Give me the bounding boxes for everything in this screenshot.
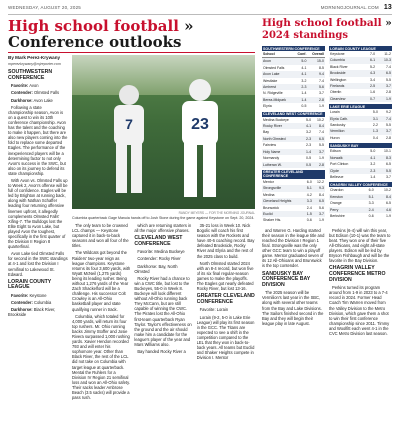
league-header: LORAIN COUNTY LEAGUE bbox=[329, 46, 392, 51]
team-name: Clyde bbox=[329, 168, 364, 174]
record: 5-6 bbox=[307, 84, 325, 90]
record: 9-2 bbox=[385, 110, 391, 115]
record: 8-3 bbox=[376, 155, 392, 161]
record: 2-8 bbox=[307, 97, 325, 103]
team-name: Brunswick bbox=[263, 205, 279, 210]
record: 3-7 bbox=[313, 211, 325, 217]
team-name: Orange bbox=[330, 201, 342, 206]
standings-article bbox=[262, 228, 392, 338]
record: 0-5 bbox=[301, 104, 307, 109]
record: 5-0 bbox=[306, 117, 312, 122]
record: Conf. bbox=[294, 51, 308, 58]
subhead-lcl: LORAIN COUNTY LEAGUE bbox=[8, 278, 52, 291]
record: 1-9 bbox=[318, 104, 324, 109]
record: 2-5 bbox=[364, 83, 376, 89]
subhead-cwc: CLEVELAND WEST CONFERENCE bbox=[134, 235, 183, 247]
standings-row bbox=[262, 51, 325, 58]
svg-text:7: 7 bbox=[125, 116, 133, 132]
record: 10-2 bbox=[383, 188, 391, 193]
team-name: Avon bbox=[262, 58, 294, 65]
caption-text: Columbia quarterback Gage Manuia hands off to Josh Stone during the game against Keystone on Sept. 20, 2024. bbox=[72, 215, 255, 220]
record: 4-1 bbox=[294, 71, 308, 77]
record: 6-0 bbox=[306, 179, 312, 184]
article-lower-columns bbox=[72, 223, 255, 402]
record: 1-9 bbox=[385, 213, 391, 218]
record: 7-4 bbox=[379, 116, 392, 122]
record: 10-1 bbox=[383, 149, 391, 154]
record: 5-5 bbox=[376, 168, 392, 174]
record: 1-9 bbox=[318, 218, 324, 223]
standings-table bbox=[262, 51, 325, 110]
record: 6-5 bbox=[385, 162, 391, 167]
team-name: Kenston bbox=[329, 194, 361, 200]
team-name: Keystone bbox=[330, 52, 345, 56]
team-name: Lorain bbox=[330, 110, 340, 115]
conference-outlooks-article bbox=[8, 16, 255, 401]
standings-row bbox=[329, 96, 392, 102]
record: 4-1 bbox=[301, 65, 307, 70]
record: 7-0 bbox=[370, 52, 376, 56]
record: 3-2 bbox=[301, 78, 307, 83]
record: 2-3 bbox=[294, 84, 308, 90]
record: 10-3 bbox=[376, 57, 392, 63]
team-name: Normandy bbox=[263, 156, 280, 161]
standings-column-right bbox=[329, 44, 392, 224]
team-name: Huron bbox=[330, 135, 340, 140]
right-text-column-2: Perkins (6-4) will win this year, but Edison (10-1) was the team to beat. They won one of their five All-Ohioans, and eight all-state players. Edison will be led by Bryson Fishbaugh and will be the favorite in the Bay Division. CHAGRIN VALLEY CONFERENCE METRO DIVISION Perkins turned its program around from 1-9 in 2023 to a 7-4 record in 2024. Former Head Coach Tim Warren moved from the Valley Division to the Metro Division, which gave them a shot to win their first conference championship since 2011. Timmy and Woolfitt each went 4-1 in the CVC Metro Division last season. bbox=[329, 227, 391, 337]
record: 11-2 bbox=[384, 52, 391, 56]
record: 1-4 bbox=[294, 97, 308, 103]
record: 1-3 bbox=[366, 128, 379, 134]
subhead-cvc: CHAGRIN VALLEY CONFERENCE METRO DIVISION bbox=[329, 265, 386, 283]
folio-date: WEDNESDAY, AUGUST 20, 2025 bbox=[8, 4, 81, 10]
paragraph: With Avon vs. Olmsted Falls up to Week 2, Avon's offense will be full of confidence. Eagles will be led by Brighton at running back, along with Nathan Schaffer leading four returning offensive linemen upfront, it allegedly complements Olmsted Falls' Xifing-7. The Bulldogs lost the Elite Eight to Avon Lake, but played Avon the toughest, specifically in the first quarter of the Division II Region 8 quarterfinal. bbox=[8, 177, 68, 250]
record: 1-5 bbox=[303, 211, 313, 217]
record: 3-3 bbox=[368, 201, 374, 206]
record: 2-4 bbox=[361, 207, 375, 213]
record: 7-4 bbox=[318, 78, 324, 83]
record: 4-1 bbox=[302, 123, 312, 129]
team-name: Clearview bbox=[329, 96, 364, 102]
record: 4-3 bbox=[364, 70, 376, 76]
record: 8-4 bbox=[312, 123, 325, 129]
record: 9-4 bbox=[307, 71, 325, 77]
article-column-3: which are returning starters in all the major offensive phases. CLEVELAND WEST CONFERENCE Favorite: Medina Buckeye Contender: Rocky River Darkhorse: Bay, North Olmsted Rocky River had a chance to win a CWC title, but lost to the Buckeyes, 55-0 in Week 8. Buckeye will look different without All-Ohio running back Trey McCann, but are still capable of winning the CWC. The Pirates lost the All-Ohio first-team quarterback Ryan Taylor. Taylor's effectiveness on the ground and the air should make him a candidate for the league's player of the year and Mars Williams also. Bay handed Rocky River a bbox=[134, 223, 192, 355]
record: 2-8 bbox=[385, 135, 391, 140]
record: 5-6 bbox=[318, 205, 324, 210]
record: 12-2 bbox=[316, 179, 324, 184]
byline-email[interactable]: mperezkrywany@mjreporter.com bbox=[8, 62, 61, 67]
team-name: Edison bbox=[330, 149, 341, 154]
standings-row bbox=[262, 58, 325, 65]
team-name: Black River bbox=[330, 64, 348, 69]
team-name: Norwalk bbox=[329, 155, 364, 161]
team-name: School bbox=[262, 51, 294, 58]
record: 2-3 bbox=[306, 143, 312, 148]
league-header: SANDUSKY BAY bbox=[329, 143, 392, 148]
photo-caption bbox=[72, 211, 255, 220]
subhead-swc: SOUTHWESTERN CONFERENCE bbox=[8, 69, 53, 81]
team-name: Perry bbox=[329, 207, 361, 213]
record: 1-6 bbox=[370, 90, 376, 95]
team-name: Berea-Midpark bbox=[262, 97, 294, 103]
team-name: Bay bbox=[263, 130, 270, 135]
record: 5-0 bbox=[370, 149, 376, 154]
standings-row bbox=[329, 135, 392, 141]
standings-row bbox=[262, 103, 325, 109]
record: 6-5 bbox=[312, 136, 325, 142]
team-name: Avon Lake bbox=[262, 71, 294, 77]
record: 3-7 bbox=[318, 91, 324, 96]
standings-section bbox=[262, 16, 392, 396]
record: 2-2 bbox=[372, 123, 378, 128]
record: 3-7 bbox=[312, 149, 325, 155]
team-name: Elyria bbox=[263, 104, 272, 109]
standings-table bbox=[329, 148, 392, 180]
standings-table bbox=[262, 179, 325, 224]
record: 6-5 bbox=[376, 70, 392, 76]
record: 3-7 bbox=[385, 174, 391, 179]
record: Overall bbox=[307, 51, 325, 58]
record: 5-0 bbox=[372, 110, 378, 115]
record: 2-3 bbox=[364, 168, 376, 174]
headline-rule bbox=[8, 52, 255, 53]
right-text-column-1: and Warren G. Harding started their season in the league title and reached the Division I Region 1 final. Strongsville was the only other GCC team to win a playoff game. Mentor graduated seven of its 12 All-Ohioans and Brunswick is the top contender. SANDUSKY BAY CONFERENCE BAY DIVISION The 2025 season will be Vermilion's last year in the SBC, along with several other teams from the Bay and Lake Divisions. The Sailors finished second in the Bay and they will begin their league play in late August. bbox=[262, 227, 325, 326]
record: 8-5 bbox=[318, 65, 324, 70]
team-name: Oberlin bbox=[330, 90, 342, 95]
record: 2-4 bbox=[306, 205, 312, 210]
article-column-1: By Mark Perez-Krywany mperezkrywany@mjreporter.com SOUTHWESTERN CONFERENCE Favorite: Avon Contender: Olmsted Falls Darkhorse: Avon Lake Following a state championship season, Avon is on a quest to win its 10th conference championship. Avon has the talent and the coaching to make it happen, but there are also new players coming into the fold to replace some departed Eagles. The performance of the inexperienced players will be a determining factor to not only Avon's success in the SWC, but also on its journey to defend its state championship. With Avon vs. Olmsted Falls up to Week 2, Avon's offense will be full of confidence. Eagles will be led by Brighton at running back, along with Nathan Schaffer leading four returning offensive linemen upfront, it allegedly complements Olmsted Falls' Xifing-7. The Bulldogs lost the Elite Eight to Avon Lake, but played Avon the toughest, specifically in the first quarter of the Division II Region 8 quarterfinal. Avon Lake tied Olmsted Falls for second in the SWC standings at 4-1 and lost the Division I semifinal to Lakewood St. Edward. LORAIN COUNTY LEAGUE Favorite: Keystone Contender: Columbia Darkhorse: Black River, Brookside bbox=[8, 55, 68, 318]
record: 7-4 bbox=[385, 64, 391, 69]
record: 5-2 bbox=[370, 64, 376, 69]
article-headline bbox=[8, 18, 255, 50]
standings-tables bbox=[262, 44, 392, 224]
team-name: Firelands bbox=[329, 83, 364, 89]
standings-row bbox=[262, 162, 325, 168]
subhead-sbc: SANDUSKY BAY CONFERENCE BAY DIVISION bbox=[262, 270, 311, 288]
article-body bbox=[8, 55, 255, 427]
record: 1-4 bbox=[302, 149, 312, 155]
record: 6-5 bbox=[385, 201, 391, 206]
record: 3-4 bbox=[370, 77, 376, 82]
team-name: Brookside bbox=[329, 70, 364, 76]
team-name: Cleveland Heights bbox=[262, 198, 303, 204]
team-name: Westlake bbox=[263, 78, 278, 83]
record: 3-1 bbox=[366, 116, 379, 122]
team-name: Rocky River bbox=[262, 123, 302, 129]
record: 3-3 bbox=[303, 198, 313, 204]
player-quarterback-figure bbox=[102, 83, 156, 201]
team-name: Medina bbox=[263, 192, 275, 197]
record: 0-6 bbox=[368, 213, 374, 218]
standings-row bbox=[329, 174, 392, 180]
record: 8-4 bbox=[375, 194, 392, 200]
team-name: Port Clinton bbox=[330, 162, 349, 167]
standings-table bbox=[329, 51, 392, 102]
record: 3-7 bbox=[376, 83, 392, 89]
record: 0-5 bbox=[306, 156, 312, 161]
record: 6-1 bbox=[364, 57, 376, 63]
record: 10-2 bbox=[316, 117, 324, 122]
record: 0-5 bbox=[302, 162, 312, 168]
league-header: CHAGRIN VALLEY CONFERENCE bbox=[329, 182, 392, 187]
record: 5-5 bbox=[385, 77, 391, 82]
record: 6-0 bbox=[368, 188, 374, 193]
team-name: Lutheran W. bbox=[262, 162, 302, 168]
svg-text:23: 23 bbox=[191, 116, 209, 133]
record: 0-7 bbox=[364, 96, 376, 102]
team-name: Amherst bbox=[262, 84, 294, 90]
record: 1-9 bbox=[376, 96, 392, 102]
team-name: North Olmsted bbox=[262, 136, 302, 142]
record: 3-2 bbox=[370, 162, 376, 167]
headline-title: » Conference outlooks bbox=[8, 17, 194, 51]
folio-site[interactable]: MORNINGJOURNAL.COM bbox=[320, 4, 379, 10]
team-name: Wellington bbox=[330, 77, 347, 82]
article-column-4: 35-21 loss in Week 10. Nick Bogolic will coach his first season with the Rockets and have 40-6 coaching record. Bay defeated Brookside, Rocky River and Elyria and the rest of the 2025 class to build. North Olmsted started 2024 with an 8-4 record, but won five of its six final regular-season games to make the playoffs. The Eagles got nearly defeated Rocky River, but lost 13-16. GREATER CLEVELAND CONFERENCE Favorite: Lorain Lorain (9-2, 5-0 in Lake Erie League) will play its first season in the GCC. The Titans are expected to see a shift in the competition compared to the LEL that they won in back-to-back years. All teams but Euclid and Shaker Heights compete in Division I. Mentor bbox=[196, 223, 255, 361]
standings-table bbox=[329, 187, 392, 219]
team-name: Holy Name bbox=[262, 149, 302, 155]
record: 8-4 bbox=[318, 192, 324, 197]
standings-row bbox=[329, 213, 392, 219]
player-running-back-figure bbox=[168, 77, 232, 203]
record: 5-1 bbox=[303, 185, 313, 191]
team-name: Shaker Hts. bbox=[263, 218, 282, 223]
team-name: Sandusky bbox=[330, 123, 346, 128]
article-column-2: The only team to be crowned LCL champs — Keystone captured it in back-to-back seasons and won all four of the titles. The Wildcats got beyond the Raiders' two-year reign as league champions. Keystone returns its four 3,600 yards, with Wyatt McNeil (1,275 yards) being its leading rusher. Being without 1,276 yards of the Year Zach Shackelford will be a challenge. His successor Colt Crowley is an All-Ohio basketball player and state qualifying runner in track. Columbia, which totaled for 4,000 yards, will return its four top rushers. Mr. Ohio running backs Jimmy Stoffer and Josie Rivera surpassed 1,000 rushing yards. Xavier Hendon recorded 793 and will enter his sophomore year. Other than Black River, the rest of the LCL did not take on Columbia with target league at quarterback. Mental the Ruhlers for a Division IV Region 21 semifinal loss and won an All-Ohio safety. Their sacks leader Ambrose Beach (3.5 sacks) will provide a pass rush. bbox=[72, 223, 131, 401]
standings-table bbox=[262, 117, 325, 168]
league-header: SOUTHWESTERN CONFERENCE bbox=[262, 46, 325, 51]
team-name: Olmsted Falls bbox=[263, 65, 285, 70]
record: 3-7 bbox=[379, 128, 392, 134]
record: 4-2 bbox=[306, 192, 312, 197]
standings-headline: High school football » bbox=[262, 17, 392, 29]
record: 0-6 bbox=[306, 218, 312, 223]
league-header: LAKE ERIE LEAGUE bbox=[329, 104, 392, 109]
record: 9-3 bbox=[313, 185, 325, 191]
league-header: CLEVELAND WEST CONFERENCE bbox=[262, 112, 325, 117]
team-name: Strongsville bbox=[262, 185, 303, 191]
record: 2-8 bbox=[385, 90, 391, 95]
record: 1-9 bbox=[318, 156, 324, 161]
record: 1-4 bbox=[370, 174, 376, 179]
team-name: Columbia bbox=[329, 57, 364, 63]
record: 15-0 bbox=[307, 58, 325, 65]
record: 0-4 bbox=[372, 135, 378, 140]
subhead-gcc: GREATER CLEVELAND CONFERENCE bbox=[196, 293, 255, 305]
team-name: Euclid bbox=[262, 211, 303, 217]
record: 2-8 bbox=[312, 162, 325, 168]
record: 1-4 bbox=[301, 91, 307, 96]
headline-section: High school football bbox=[8, 17, 179, 35]
team-name: Medina Buckeye bbox=[263, 117, 289, 122]
standings-subheadline: 2024 standings bbox=[262, 30, 348, 41]
record: 5-1 bbox=[361, 194, 375, 200]
team-name: Vermilion bbox=[329, 128, 366, 134]
photo-credit: RANDY MEYERS — FOR THE MORNING JOURNAL bbox=[178, 211, 255, 215]
league-header: GREATER CLEVELAND CONFERENCE bbox=[262, 170, 325, 179]
page-folio bbox=[8, 0, 392, 15]
record: 3-2 bbox=[306, 130, 312, 135]
record: 7-4 bbox=[318, 130, 324, 135]
paragraph: Following a state championship season, Avon is on a quest to win its 10th conference championship. Avon has the talent and the coaching to make it happen, but there are also new players coming into the fold to replace some departed Eagles. The performance of the inexperienced players will be a determining factor to not only Avon's success in the SWC, but also on its journey to defend its state championship. bbox=[8, 104, 68, 176]
standings-column-left bbox=[262, 44, 325, 224]
standings-row bbox=[262, 217, 325, 223]
byline: By Mark Perez-Krywany bbox=[8, 55, 61, 60]
standings-table bbox=[329, 109, 392, 141]
team-name: Elyria Cath. bbox=[329, 116, 366, 122]
team-name: Mentor bbox=[263, 179, 274, 184]
football-photo bbox=[72, 55, 255, 209]
record: 2-3 bbox=[302, 136, 312, 142]
record: 4-1 bbox=[364, 155, 376, 161]
team-name: Bellevue bbox=[330, 174, 344, 179]
record: 4-6 bbox=[375, 207, 392, 213]
team-name: N. Ridgeville bbox=[263, 91, 283, 96]
team-name: Fairview bbox=[263, 143, 277, 148]
folio-page-number: 13 bbox=[383, 3, 392, 11]
record: 5-5 bbox=[318, 143, 324, 148]
record: 5-5 bbox=[385, 123, 391, 128]
paragraph: Avon Lake tied Olmsted Falls for second in the SWC standings at 4-1 and lost the Division I semifinal to Lakewood St. Edward. bbox=[8, 251, 68, 277]
record: 6-5 bbox=[313, 198, 325, 204]
team-name: Berkshire bbox=[330, 213, 345, 218]
record: 5-0 bbox=[294, 58, 308, 65]
team-name: Chardon bbox=[330, 188, 344, 193]
